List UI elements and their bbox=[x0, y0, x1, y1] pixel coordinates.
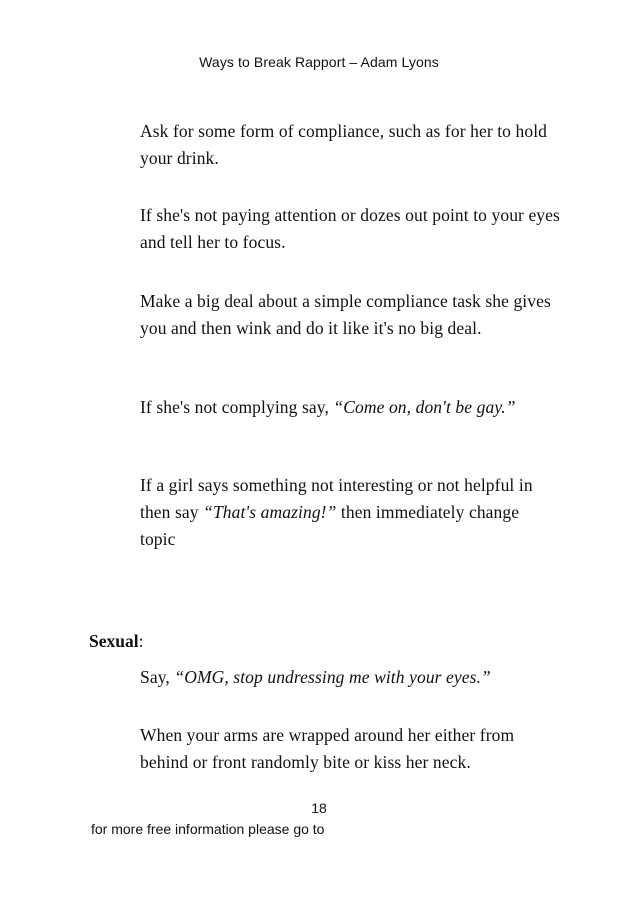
section-heading-colon: : bbox=[138, 631, 144, 651]
page-number: 18 bbox=[311, 800, 327, 816]
paragraph-undressing bbox=[140, 664, 560, 691]
paragraph-thats-amazing-tail: then immediately change topic bbox=[140, 502, 520, 549]
section-heading-sexual bbox=[89, 628, 143, 655]
paragraph-compliance-drink: Ask for some form of compliance, such as for her to hold your drink. bbox=[140, 121, 548, 168]
quote-thats-amazing: “That's amazing!” bbox=[203, 502, 337, 522]
section-heading-sexual-label: Sexual bbox=[89, 631, 139, 651]
footer-text: for more free information please go to bbox=[91, 821, 325, 837]
paragraph-not-complying bbox=[140, 394, 580, 421]
paragraph-arms-wrapped: When your arms are wrapped around her either from behind or front randomly bite or kiss her neck. bbox=[140, 725, 515, 772]
quote-undressing: “OMG, stop undressing me with your eyes.” bbox=[174, 667, 491, 687]
paragraph-big-deal-text: Make a big deal about a simple compliance task she gives you and then wink and do it like it's no big deal. bbox=[140, 291, 551, 338]
quote-come-on: “Come on, don't be gay.” bbox=[333, 397, 516, 417]
paragraph-undressing-lead: Say, bbox=[140, 667, 175, 687]
page-header: Ways to Break Rapport – Adam Lyons bbox=[199, 54, 439, 70]
paragraph-not-complying-lead: If she's not complying say, bbox=[140, 397, 334, 417]
paragraph-thats-amazing-lead: If a girl says something not interesting or not helpful in then say bbox=[140, 475, 533, 522]
paragraph-thats-amazing bbox=[140, 472, 552, 553]
paragraph-focus-eyes: If she's not paying attention or dozes out point to your eyes and tell her to focus. bbox=[140, 205, 560, 252]
paragraph-big-deal bbox=[140, 288, 560, 342]
